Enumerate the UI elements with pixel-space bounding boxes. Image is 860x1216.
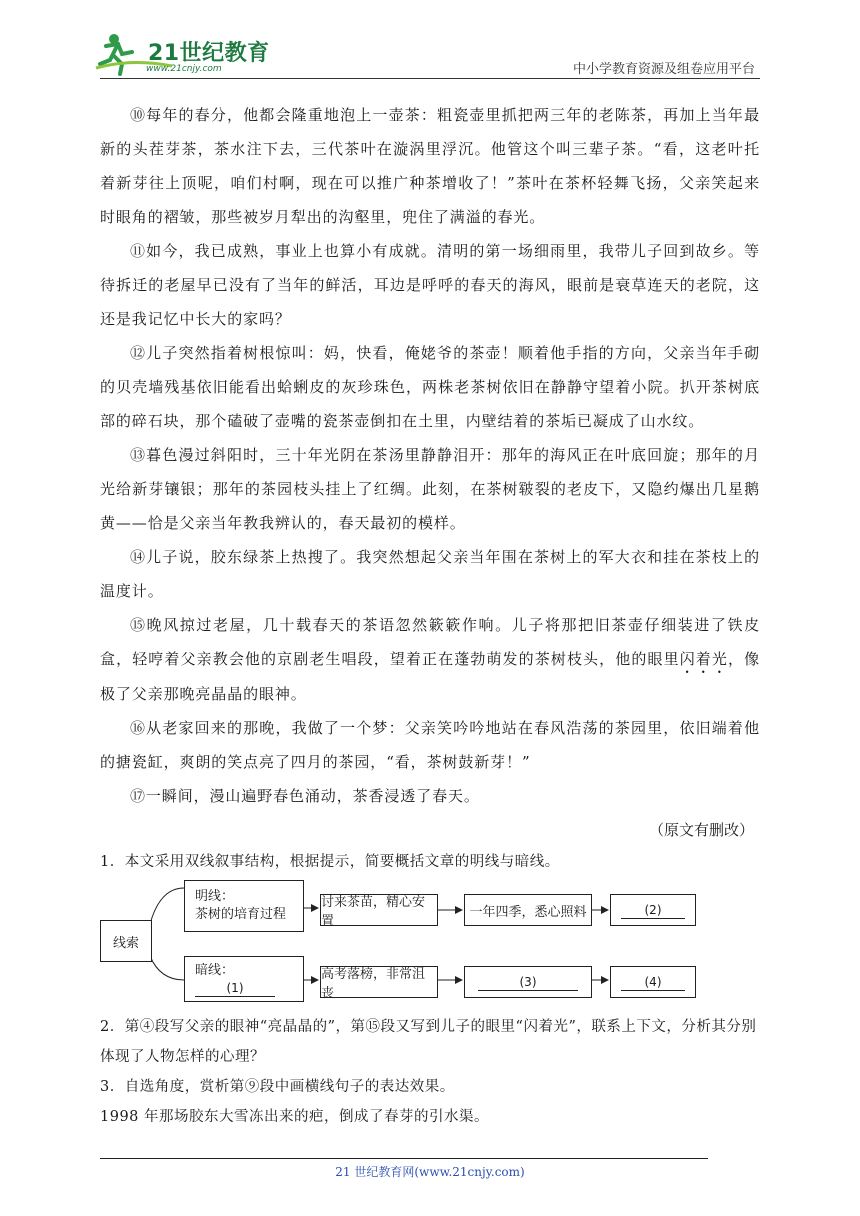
question-3: 3．自选角度，赏析第⑨段中画横线句子的表达效果。 (100, 1079, 455, 1095)
header-divider (100, 78, 760, 79)
paragraph-14: ⑭儿子说，胶东绿茶上热搜了。我突然想起父亲当年围在茶树上的军大衣和挂在茶枝上的温度计。 (100, 548, 760, 600)
bright-step-3-blank (610, 894, 696, 926)
bright-step-1-label: 讨来茶苗，精心安置 (321, 895, 426, 929)
dark-step-3-blank (610, 966, 696, 998)
questions-block (100, 1012, 760, 1102)
source-note: （原文有删改） (648, 821, 754, 839)
blank-1: (1) (195, 980, 275, 997)
logo-url: www.21cnjy.com (146, 64, 222, 74)
dark-step-1-label: 高考落榜，非常沮丧 (321, 967, 426, 1001)
platform-name: 中小学教育资源及组卷应用平台 (572, 62, 755, 77)
paragraph-10: ⑩每年的春分，他都会隆重地泡上一壶茶：粗瓷壶里抓把两三年的老陈茶，再加上当年最新的头茬芽茶，茶水注下去，三代茶叶在漩涡里浮沉。他管这个叫三辈子茶。“看，这老叶托着新芽往上顶呢，咱们村啊，现在可以推广种茶增收了！”茶叶在茶杯轻舞飞扬，父亲笑起来时眼角的褶皱，那些被岁月犁出的沟壑里，兜住了满溢的春光。 (100, 106, 760, 226)
dark-line-title: 暗线： (195, 962, 235, 978)
clue-root-label: 线索 (112, 935, 139, 951)
paragraph-12: ⑫儿子突然指着树根惊叫：妈，快看，俺姥爷的茶壶！顺着他手指的方向，父亲当年手砌的贝壳墙残基依旧能看出蛤蜊皮的灰珍珠色，两株老茶树依旧在静静守望着小院。扒开茶树底部的碎石块，那个磕破了壶嘴的瓷茶壶倒扣在土里，内壁结着的茶垢已凝成了山水纹。 (100, 344, 760, 430)
dark-line-box (184, 956, 304, 1002)
paragraph-11: ⑪如今，我已成熟，事业上也算小有成就。清明的第一场细雨里，我带儿子回到故乡。等待拆迁的老屋早已没有了当年的鲜活，耳边是呼呼的春天的海风，眼前是衰草连天的老院，这还是我记忆中长大的家吗？ (100, 242, 760, 328)
footer-text: 21 世纪教育网(www.21cnjy.com) (335, 1165, 525, 1179)
bright-step-2-label: 一年四季，悉心照料 (469, 904, 587, 920)
clue-diagram (100, 876, 700, 1004)
dark-step-1 (320, 966, 438, 1001)
paragraph-16: ⑯从老家回来的那晚，我做了一个梦：父亲笑吟吟地站在春风浩荡的茶园里，依旧端着他的搪瓷缸，爽朗的笑点亮了四月的茶园，“看，茶树鼓新芽！” (100, 719, 760, 771)
paragraph-17: ⑰一瞬间，漫山遍野春色涌动，茶香浸透了春天。 (130, 787, 480, 805)
blank-3: (3) (478, 974, 578, 991)
blank-4: (4) (621, 974, 685, 991)
blank-2: (2) (621, 902, 685, 919)
article-body (100, 98, 760, 877)
bright-line-desc: 茶树的培育过程 (195, 907, 287, 922)
paragraph-15-after: ，像极了父亲那晚亮晶晶的眼神。 (100, 650, 761, 703)
quoted-sentence: 1998 年那场胶东大雪冻出来的疤，倒成了春芽的引水渠。 (100, 1109, 490, 1125)
question-1: 1．本文采用双线叙事结构，根据提示，简要概括文章的明线与暗线。 (100, 854, 560, 870)
bright-line-title: 明线： (195, 889, 235, 904)
logo-text: 21世纪教育 (148, 41, 270, 66)
page-header (0, 0, 860, 84)
question-2: 2．第④段写父亲的眼神“亮晶晶的”，第⑮段又写到儿子的眼里“闪着光”，联系上下文，分析其分别体现了人物怎样的心理？ (100, 1019, 757, 1065)
bright-line-box (184, 880, 304, 932)
paragraph-15 (100, 608, 760, 711)
dotted-phrase: 闪着光 (679, 650, 728, 668)
bright-step-2 (464, 894, 592, 926)
clue-root-box (100, 920, 152, 962)
bright-step-1 (320, 894, 438, 929)
dark-step-2-blank (464, 966, 592, 998)
paragraph-13: ⑬暮色漫过斜阳时，三十年光阴在茶汤里静静泪开：那年的海风正在叶底回旋；那年的月光给新芽镶银；那年的茶园枝头挂上了红绸。此刻，在茶树皲裂的老皮下，又隐约爆出几星鹅黄——恰是父亲当年教我辨认的，春天最初的模样。 (100, 446, 760, 532)
paragraph-15-before: ⑮晚风掠过老屋，几十载春天的茶语忽然簌簌作响。儿子将那把旧茶壶仔细装进了铁皮盒，轻哼着父亲教会他的京剧老生唱段，望着正在蓬勃萌发的茶树枝头，他的眼里 (100, 616, 760, 668)
footer-divider (100, 1158, 708, 1159)
